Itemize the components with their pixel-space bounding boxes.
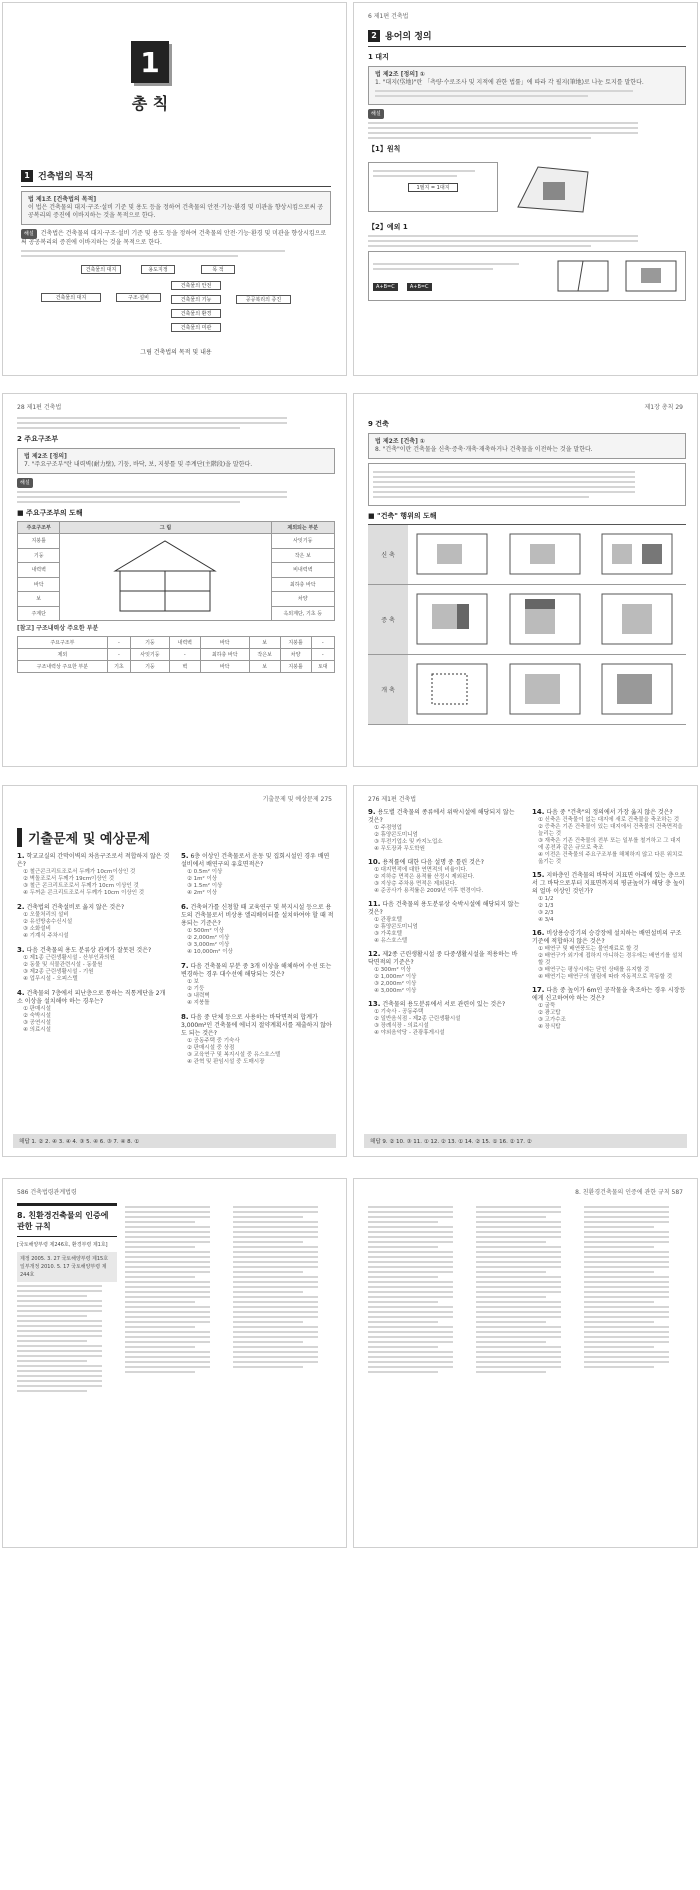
option: ③ 투전기업소 및 카지노업소 <box>374 839 443 845</box>
diagram-node: 구조·설비 <box>116 293 161 302</box>
option: ④ 준공사가 용적률은 2009년 이후 변경이다. <box>374 888 484 894</box>
page-number: 275 <box>320 796 332 803</box>
question-number: 7. <box>181 962 189 970</box>
answer-key: 해답 9. ② 10. ③ 11. ① 12. ② 13. ① 14. ② 15. ① 16. ② 17. ② <box>364 1134 687 1148</box>
rule-info: 일부개정 2010. 5. 17 국토해양부령 제244호 <box>20 1264 107 1278</box>
section-number: 1 <box>21 170 33 182</box>
house-section-figure <box>95 536 235 616</box>
question <box>532 929 686 981</box>
section-heading <box>21 169 331 182</box>
option: ④ 배연기는 배연구의 열림에 따라 자동적으로 작동할 것 <box>538 974 673 980</box>
diagram-node: 건축물의 대지 <box>41 293 101 302</box>
option: ④ 업무시설 - 오피스텔 <box>23 976 78 982</box>
option: ② 일반음식점 - 제2종 근린생활시설 <box>374 1016 461 1022</box>
question-number: 4. <box>17 989 25 997</box>
term-heading: 9 건축 <box>368 420 389 428</box>
option: ③ 배연구는 평상시에는 닫힌 상태를 유지할 것 <box>538 967 650 973</box>
option: ④ 장식탑 <box>538 1024 561 1030</box>
house-figure-cell <box>60 534 271 621</box>
question-text: 다음 건축물의 부분 중 3개 이상을 해체하여 수선 또는 변경하는 경우 대수선에 해당되는 것은? <box>181 963 332 978</box>
question-text: 용도별 건축물의 종류에서 위락시설에 해당되지 않는 것은? <box>368 809 515 824</box>
law-label: 법 제2조 [건축] ① <box>375 438 425 445</box>
question-number: 9. <box>368 808 376 816</box>
table-cell: - <box>107 649 130 661</box>
question <box>532 871 686 924</box>
page-construction <box>353 393 698 767</box>
option: ④ 지붕틀 <box>187 1000 210 1006</box>
table-cell: - <box>311 637 334 649</box>
option: ③ 재축은 기존 건축물의 전부 또는 일부를 철거하고 그 대지에 종전과 같은 규모로 축조 <box>538 838 681 851</box>
lot-label: 1필지 = 1대지 <box>408 183 458 192</box>
option: ③ 1.5m² 이상 <box>187 883 223 889</box>
table-cell: 토대 <box>311 661 334 673</box>
question-number: 13. <box>368 1000 381 1008</box>
table-cell: 작은보 <box>249 649 280 661</box>
option: ② 1m² 이상 <box>187 876 218 882</box>
option: ④ 2m² 이상 <box>187 890 218 896</box>
rebuild-figure <box>597 659 677 719</box>
option: ② 동물 및 식물관련시설 - 동물원 <box>23 962 103 968</box>
extension-figure <box>505 589 585 649</box>
law-label: 법 제2조 [정의] <box>24 453 67 460</box>
option: ② 숙박시설 <box>23 1013 51 1019</box>
page-definitions <box>353 2 698 376</box>
option: ② 증축은 기존 건축물이 있는 대지에서 건축물의 건축면적을 늘리는 것 <box>538 824 683 837</box>
formula-label: A+B=C <box>373 283 398 291</box>
law-text: 1. "대지(垈地)"란 「측량·수로조사 및 지적에 관한 법률」에 따라 각 필지(筆地)로 나눈 토지를 말한다. <box>375 79 644 86</box>
figure-title: ■ 주요구조부의 도해 <box>17 509 83 517</box>
option: ④ 야외음악당 - 관광휴게시설 <box>374 1030 445 1036</box>
question-text: 학교교실의 간막이벽의 차음구조로서 적합하지 않은 것은? <box>17 853 170 868</box>
law-box <box>21 191 331 225</box>
new-build-figure <box>597 529 677 579</box>
diagram-caption: 그림 건축법의 목적 및 내용 <box>140 349 212 356</box>
page-number: 586 <box>17 1189 29 1196</box>
rebuild-figure <box>412 659 492 719</box>
running-header: 8. 친환경건축물의 인증에 관한 규칙 <box>575 1189 670 1196</box>
question <box>368 808 522 853</box>
table-header: 제외되는 부분 <box>271 522 334 534</box>
table-cell: 지붕틀 <box>280 661 311 673</box>
formula-label: A+B=C <box>407 283 432 291</box>
table-header: 그 림 <box>60 522 271 534</box>
question-number: 10. <box>368 858 381 866</box>
option: ① 대지면적에 대한 연면적의 비율이다. <box>374 867 468 873</box>
question-text: 용적률에 대한 다음 설명 중 틀린 것은? <box>382 859 484 866</box>
rule-info: [국토해양부령 제246호, 환경부령 제1호] <box>17 1242 108 1248</box>
table-cell: 내력벽 <box>169 637 200 649</box>
lot-merge-figure <box>621 256 681 296</box>
question <box>368 900 522 945</box>
option: ② 광고탑 <box>538 1010 561 1016</box>
question-text: 다음 중 높이가 6m인 공작물을 축조하는 경우 시장등에게 신고하여야 하는 것은? <box>532 987 686 1002</box>
page-chapter-opening <box>2 2 347 376</box>
question-text: 건축물의 용도분류에서 서로 관련이 있는 것은? <box>382 1001 506 1008</box>
table-header: 주요구조부 <box>18 522 60 534</box>
reference-table <box>17 636 335 673</box>
table-cell: 기둥 <box>18 548 60 563</box>
question-number: 12. <box>368 950 381 958</box>
question-text: 다음 건축물의 용도 분류상 관계가 잘못된 것은? <box>26 947 152 954</box>
table-cell: 차양 <box>280 649 311 661</box>
question <box>181 903 335 956</box>
running-header: 제1편 건축법 <box>381 796 417 803</box>
diagram-node: 건축물의 미관 <box>171 323 221 332</box>
table-cell: - <box>107 637 130 649</box>
option: ② 배연구가 외기에 접하지 아니하는 경우에는 배연기를 설치할 것 <box>538 953 683 966</box>
option: ① 1/2 <box>538 896 554 902</box>
exam-title-text: 기출문제 및 예상문제 <box>28 832 151 847</box>
table-cell: - <box>169 649 200 661</box>
table-cell: 기둥 <box>131 637 170 649</box>
rule-title-box <box>17 1203 117 1237</box>
construction-figures <box>368 524 686 725</box>
table-cell: 내력벽 <box>18 563 60 578</box>
question-text: 비상용승강기의 승강장에 설치하는 배연설비의 구조기준에 적합하지 않은 것은? <box>532 930 682 945</box>
section-number: 2 <box>368 30 380 42</box>
reference-title: [참고] 구조내력상 주요한 부분 <box>17 625 99 632</box>
page-green-building-rules-1 <box>2 1178 347 1548</box>
option: ② 1/3 <box>538 903 554 909</box>
question <box>181 962 335 1007</box>
question-text: 다음 건축물의 용도분류상 숙박시설에 해당되지 않는 것은? <box>368 901 520 916</box>
option: ③ 제2종 근린생활시설 - 기원 <box>23 969 94 975</box>
table-cell: 지붕틀 <box>280 637 311 649</box>
answer-key: 해답 1. ② 2. ④ 3. ④ 4. ③ 5. ④ 6. ③ 7. ④ 8. ① <box>13 1134 336 1148</box>
table-cell: 작은 보 <box>271 548 334 563</box>
diagram-node: 용도지정 <box>141 265 175 274</box>
question-number: 6. <box>181 903 189 911</box>
option: ③ 3,000m² 이상 <box>187 942 230 948</box>
table-cell: 옥외계단, 기초 등 <box>271 606 334 621</box>
lot-merge-figure <box>553 256 613 296</box>
question-number: 14. <box>532 808 545 816</box>
table-cell: 바닥 <box>200 637 249 649</box>
question-number: 8. <box>181 1013 189 1021</box>
exam-title <box>17 828 335 847</box>
option: ④ 관혁 및 판임시설 중 도매시장 <box>187 1059 265 1065</box>
question-text: 6층 이상인 건축물로서 운동 및 집회시설인 경우 배연설비에서 배연구의 유효면적은? <box>181 853 330 868</box>
option: ① 0.5m² 이상 <box>187 869 223 875</box>
table-cell: 보 <box>249 661 280 673</box>
main-structure-table <box>17 521 335 621</box>
option: ④ 기계식 주차시설 <box>23 933 69 939</box>
explain-text: 건축법은 건축물의 대지·구조·설비 기준 및 용도 등을 정하여 건축물의 안전·기능·환경 및 미관을 향상시킴으로써 공공복리의 증진에 이바지하는 것을 목적으로 한다. <box>21 230 327 246</box>
page-exam-questions-1 <box>2 785 347 1157</box>
table-cell: 벽 <box>169 661 200 673</box>
table-cell: 주계단 <box>18 606 60 621</box>
option: ② 2,000m² 이상 <box>187 935 230 941</box>
option: ② 판매시설 중 상점 <box>187 1045 235 1051</box>
table-cell: 최하층 바닥 <box>200 649 249 661</box>
page-green-building-rules-2 <box>353 1178 698 1548</box>
table-cell: 지붕틀 <box>18 534 60 549</box>
option: ① 보 <box>187 979 199 985</box>
diagram-node: 공공복리의 증진 <box>236 295 291 304</box>
rebuild-figure <box>505 659 585 719</box>
option: ① 관광호텔 <box>374 917 402 923</box>
term-heading: 1 대지 <box>368 53 389 61</box>
option: ② 기둥 <box>187 986 205 992</box>
option: ③ 고가수조 <box>538 1017 566 1023</box>
section-heading <box>368 29 686 42</box>
table-cell: 보 <box>249 637 280 649</box>
running-header: 제1장 총칙 <box>644 404 674 411</box>
table-cell: 바닥 <box>18 577 60 592</box>
option: ② 1,000m² 이상 <box>374 974 417 980</box>
subsection-exception: 【2】예외 1 <box>368 223 408 231</box>
question-number: 16. <box>532 929 545 937</box>
option: ② 벽돌조로서 두께가 19cm이상인 것 <box>23 876 115 882</box>
option: ④ 3,000m² 이상 <box>374 988 417 994</box>
option: ④ 10,000m² 이상 <box>187 949 233 955</box>
question-text: 건축허가를 신청할 때 교육연구 및 복지시설 등으로 용도의 건축물로서 비상용 엘리베이터를 설치하여야 할 때 적용되는 기준은? <box>181 904 334 927</box>
subsection-principle: 【1】원칙 <box>368 145 401 153</box>
question <box>17 852 171 897</box>
figure-title: ■ "건축" 행위의 도해 <box>368 512 437 520</box>
option: ② 휴양콘도미니엄 <box>374 924 418 930</box>
table-cell: 제외 <box>18 649 108 661</box>
law-text: 8. "건축"이란 건축물을 신축·증축·개축·재축하거나 건축물을 이전하는 것을 말한다. <box>375 446 593 453</box>
question <box>17 989 171 1034</box>
question-number: 15. <box>532 871 545 879</box>
question <box>532 986 686 1031</box>
question <box>532 808 686 866</box>
table-cell: 차양 <box>271 592 334 607</box>
question-text: 지하층인 건축물의 바닥이 지표면 아래에 있는 층으로서 그 바닥으로부터 지표면까지의 평균높이가 해당 층 높이의 얼마 이상인 것인가? <box>532 872 686 895</box>
running-header: 제1편 건축법 <box>373 13 409 20</box>
table-cell: 사잇기둥 <box>131 649 170 661</box>
lot-figure <box>508 157 598 217</box>
option: ③ 장례식장 - 의료시설 <box>374 1023 429 1029</box>
option: ③ 철근 콘크리트조로서 두께가 10cm 이상인 것 <box>23 883 139 889</box>
option: ④ 두꺼운 콘크리트조로서 두께가 10cm 이상인 것 <box>23 890 145 896</box>
option: ① 철근콘크리트조로서 두께가 10cm이상인 것 <box>23 869 136 875</box>
option: ① 주점영업 <box>374 825 402 831</box>
diagram-node: 건축물의 안전 <box>171 281 221 290</box>
question-text: 제2종 근린생활시설 중 다중생활시설을 적용하는 바닥면적의 기준은? <box>368 951 518 966</box>
option: ③ 교육연구 및 복지시설 중 유스호스텔 <box>187 1052 281 1058</box>
purpose-diagram <box>21 263 331 363</box>
page-number: 6 <box>368 13 372 20</box>
page-main-structure <box>2 393 347 767</box>
option: ① 300m² 이상 <box>374 967 412 973</box>
extension-figure <box>597 589 677 649</box>
table-cell: 구조내력상 주요한 부분 <box>18 661 108 673</box>
question-text: 다음 중 단체 등으로 사용하는 바닥면적의 합계가 3,000m²인 건축물에 에너지 절약계획서를 제출하지 않아도 되는 것은? <box>181 1014 332 1037</box>
running-header: 제1편 건축법 <box>26 404 62 411</box>
option: ② 휴양콘도미니엄 <box>374 832 418 838</box>
table-cell: 주요구조부 <box>18 637 108 649</box>
row-label: 신 축 <box>368 525 408 584</box>
page-number: 29 <box>675 404 683 411</box>
question-number: 2. <box>17 903 25 911</box>
table-cell: 비내력벽 <box>271 563 334 578</box>
option: ④ 3/4 <box>538 917 554 923</box>
option: ① 공동주택 중 기숙사 <box>187 1038 240 1044</box>
question-number: 11. <box>368 900 381 908</box>
law-text: 7. "주요구조부"란 내력벽(耐力壁), 기둥, 바닥, 보, 지붕틀 및 주계단(主階段)을 말한다. <box>24 461 253 468</box>
diagram-node: 건축물의 기능 <box>171 295 221 304</box>
chapter-number-box <box>131 41 169 83</box>
new-build-figure <box>412 529 492 579</box>
law-text: 이 법은 건축물의 대지·구조·설비 기준 및 용도 등을 정하여 건축물의 안전·기능·환경 및 미관을 향상시킴으로써 공공복리의 증진에 이바지하는 것을 목적으로 한다. <box>28 204 324 219</box>
table-cell: 보 <box>18 592 60 607</box>
page-number: 587 <box>671 1189 683 1196</box>
question-number: 1. <box>17 852 25 860</box>
rule-info: 제정 2005. 3. 27 국토해양부령 제15호 <box>20 1256 109 1262</box>
question <box>181 1013 335 1066</box>
question <box>17 946 171 983</box>
diagram-node: 건축물의 대지 <box>81 265 121 274</box>
rule-title: 8. 친환경건축물의 인증에 관한 규칙 <box>17 1211 109 1231</box>
explain-badge: 해설 <box>17 478 33 488</box>
term-heading: 2 주요구조부 <box>17 435 59 443</box>
table-cell: 최하층 바닥 <box>271 577 334 592</box>
table-cell: 기둥 <box>131 661 170 673</box>
option: ③ 공연시설 <box>23 1020 51 1026</box>
option: ④ 무도장과 무도학원 <box>374 846 425 852</box>
page-number: 276 <box>368 796 380 803</box>
question-text: 건축물의 7층에서 피난층으로 통하는 직통계단을 2개소 이상을 설치해야 하는 경우는? <box>17 990 166 1005</box>
option: ① 제1종 근린생활시설 - 산부인과의원 <box>23 955 115 961</box>
option: ④ 의료시설 <box>23 1027 51 1033</box>
option: ④ 이전은 건축물의 주요구조부를 해체하지 않고 다른 위치로 옮기는 것 <box>538 852 683 865</box>
option: ① 굴뚝 <box>538 1003 556 1009</box>
option: ③ 내력벽 <box>187 993 210 999</box>
page-exam-questions-2 <box>353 785 698 1157</box>
question-text: 다음 중 "건축"의 정의에서 가장 옳지 않은 것은? <box>546 809 673 816</box>
option: ① 500m² 이상 <box>187 928 225 934</box>
law-box <box>368 66 686 105</box>
option: ③ 가족호텔 <box>374 931 402 937</box>
section-title: 용어의 정의 <box>385 32 432 42</box>
page-number: 28 <box>17 404 25 411</box>
option: ③ 2/3 <box>538 910 554 916</box>
question <box>368 1000 522 1037</box>
question <box>181 852 335 897</box>
new-build-figure <box>505 529 585 579</box>
extension-figure <box>412 589 492 649</box>
running-header: 건축법령관계법령 <box>30 1189 77 1196</box>
option: ① 배연구 및 배연풍도는 불연재료로 할 것 <box>538 946 639 952</box>
chapter-number: 1 <box>140 45 160 79</box>
option: ① 신축은 건축물이 없는 대지에 새로 건축물을 축조하는 것 <box>538 817 680 823</box>
option: ③ 지상층 주차용 면적은 제외된다. <box>374 881 457 887</box>
option: ① 기숙사 - 공동주택 <box>374 1009 424 1015</box>
question-number: 17. <box>532 986 545 994</box>
law-box <box>368 433 686 459</box>
question <box>17 903 171 940</box>
option: ④ 유스호스텔 <box>374 938 408 944</box>
chapter-title: 총 칙 <box>131 94 169 113</box>
diagram-node: 목 적 <box>201 265 235 274</box>
law-label: 법 제2조 [정의] ① <box>375 71 425 78</box>
row-label: 개 축 <box>368 655 408 724</box>
section-title: 건축법의 목적 <box>38 172 94 182</box>
diagram-node: 건축물의 환경 <box>171 309 221 318</box>
option: ② 유선방송수신시설 <box>23 919 73 925</box>
question-number: 5. <box>181 852 189 860</box>
question <box>368 950 522 995</box>
question-text: 건축법의 건축설비로 옳지 않은 것은? <box>26 904 125 911</box>
option: ① 오물처리의 설비 <box>23 912 69 918</box>
running-header: 기출문제 및 예상문제 <box>262 796 319 803</box>
option: ③ 2,000m² 이상 <box>374 981 417 987</box>
option: ② 지하층 면적은 용적률 산정시 제외된다. <box>374 874 475 880</box>
law-box <box>17 448 335 474</box>
explain-badge: 해설 <box>368 109 384 119</box>
table-cell: 바닥 <box>200 661 249 673</box>
table-cell: 기초 <box>107 661 130 673</box>
question-number: 3. <box>17 946 25 954</box>
option: ③ 소화설비 <box>23 926 51 932</box>
option: ① 판매시설 <box>23 1006 51 1012</box>
table-cell: 사잇기둥 <box>271 534 334 549</box>
table-cell: - <box>311 649 334 661</box>
law-label: 법 제1조 [건축법의 목적] <box>28 196 97 203</box>
row-label: 증 축 <box>368 585 408 654</box>
explain-badge: 해설 <box>21 229 37 239</box>
question <box>368 858 522 895</box>
